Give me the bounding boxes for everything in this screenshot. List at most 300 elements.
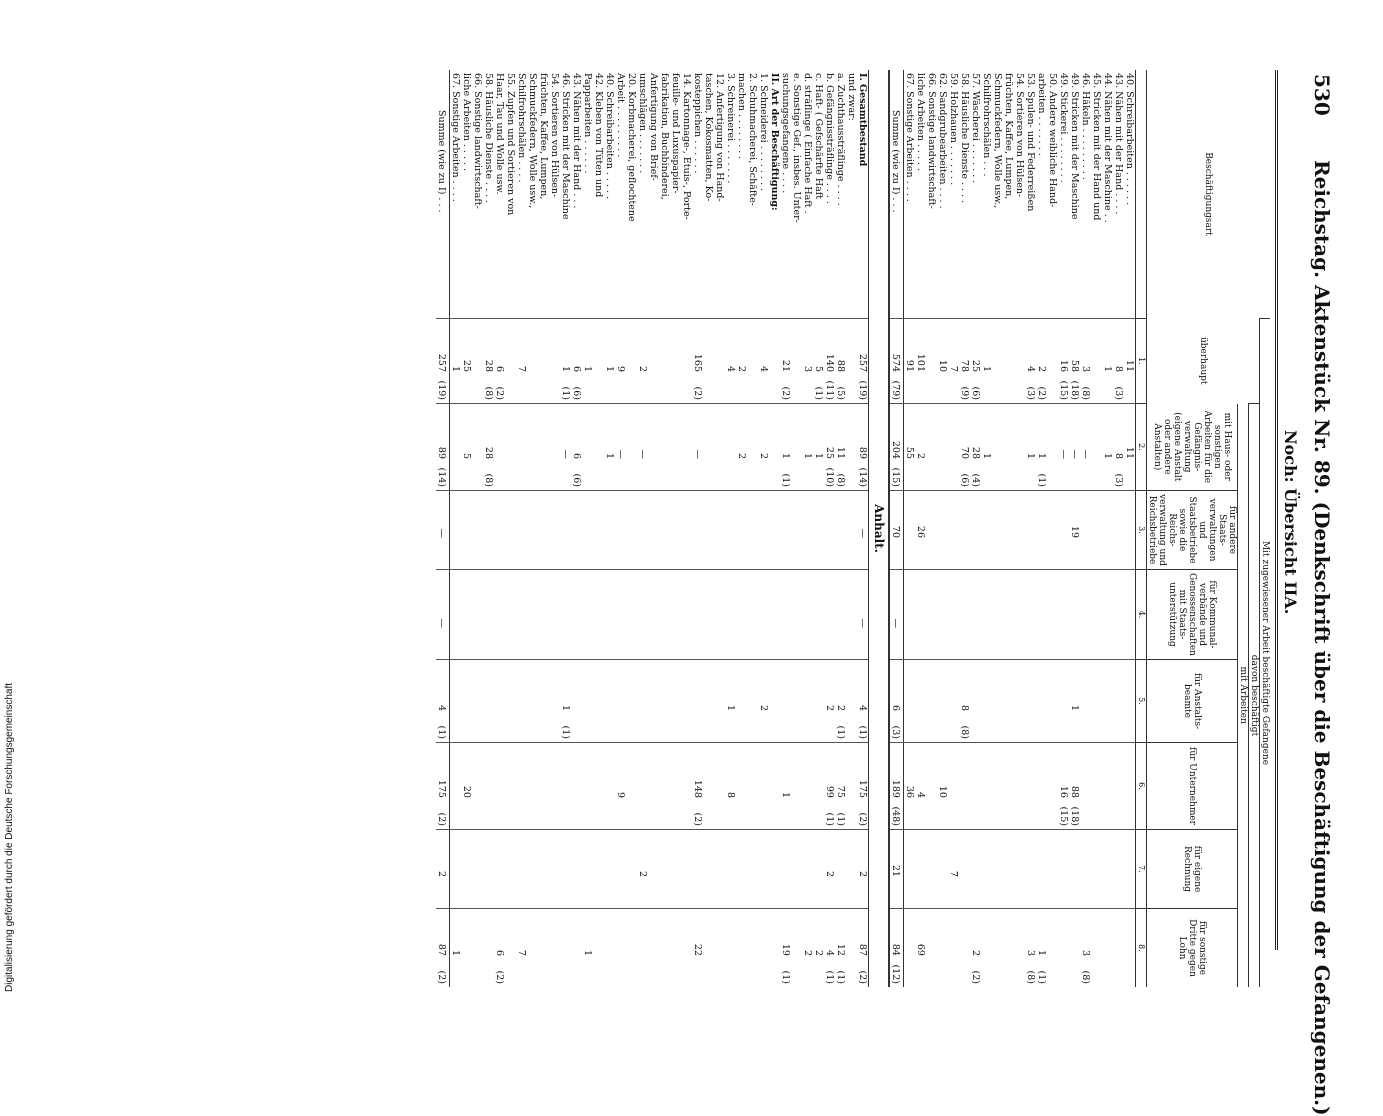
cell-col-2: [889, 404, 904, 491]
cell-col-8: [926, 908, 937, 987]
cell-col-4: [659, 570, 670, 660]
cell-col-8: [714, 908, 725, 987]
row-label: I. Gesamtbestand: [857, 73, 868, 167]
cell-col-4: [714, 570, 725, 660]
cell-col-8: [813, 908, 824, 987]
cell-value: 3: [1080, 365, 1091, 372]
cell-col-6: [648, 742, 659, 829]
cell-col-5: [1091, 659, 1102, 742]
cell-col-1: [937, 319, 948, 404]
cell-col-7: [948, 829, 959, 908]
cell-female-count: (2): [1036, 386, 1047, 400]
cell-female-count: (6): [970, 386, 981, 400]
cell-col-2: [670, 404, 681, 491]
cell-col-8: [747, 908, 758, 987]
cell-col-4: [516, 570, 527, 660]
cell-col-5: [472, 659, 483, 742]
cell-col-8: [948, 908, 959, 987]
cell-col-7: [549, 829, 560, 908]
cell-col-8: [516, 908, 527, 987]
cell-col-8: [538, 908, 549, 987]
cell-col-3: [494, 491, 505, 570]
table-row: [1036, 70, 1047, 987]
cell-col-5: [1036, 659, 1047, 742]
cell-col-1: [1113, 319, 1124, 404]
cell-col-7: [904, 829, 916, 908]
cell-value: 10: [937, 359, 948, 372]
cell-col-2: [648, 404, 659, 491]
cell-col-7: [747, 829, 758, 908]
cell-col-6: [926, 742, 937, 829]
cell-col-4: [780, 570, 791, 660]
cell-female-count: (8): [1025, 970, 1036, 984]
cell-value: 2: [637, 365, 648, 372]
cell-value: 148: [692, 779, 703, 798]
cell-col-3: [791, 491, 802, 570]
cell-value: 4: [857, 704, 868, 711]
cell-value: 1: [450, 365, 461, 372]
cell-female-count: (2): [857, 812, 868, 826]
cell-col-5: [714, 659, 725, 742]
cell-col-2: [593, 404, 604, 491]
cell-value: 4: [1025, 365, 1036, 372]
cell-col-5: [436, 659, 450, 742]
cell-col-2: [835, 404, 846, 491]
table-row: [1003, 70, 1014, 987]
cell-col-3: [904, 491, 916, 570]
cell-col-1: [1036, 319, 1047, 404]
cell-col-2: [959, 404, 970, 491]
cell-col-6: [915, 742, 926, 829]
cell-col-2: [780, 404, 791, 491]
cell-col-5: [992, 659, 1003, 742]
cell-col-6: [1047, 742, 1058, 829]
table-row: [615, 70, 626, 987]
cell-col-5: [1124, 659, 1136, 742]
cell-value: —: [560, 449, 571, 459]
cell-col-2: [769, 404, 780, 491]
cell-col-1: [1069, 319, 1080, 404]
cell-col-1: [1003, 319, 1014, 404]
cell-col-2: [1025, 404, 1036, 491]
cell-value: 70: [959, 446, 970, 459]
cell-col-4: [981, 570, 992, 660]
cell-female-count: (2): [780, 386, 791, 400]
cell-col-3: [670, 491, 681, 570]
row-label: früchten, Kaffee, Lumpen,: [538, 73, 549, 200]
cell-value: 28: [483, 446, 494, 459]
cell-value: 6: [890, 704, 901, 711]
cell-col-1: [846, 319, 857, 404]
cell-col-7: [780, 829, 791, 908]
cell-col-1: [681, 319, 692, 404]
cell-col-3: [703, 491, 714, 570]
row-label: 46. Stricken mit der Maschine: [560, 73, 571, 220]
cell-col-5: [494, 659, 505, 742]
cell-col-4: [692, 570, 703, 660]
cell-col-4: [1058, 570, 1069, 660]
cell-col-8: [1069, 908, 1080, 987]
cell-value: 69: [915, 943, 926, 956]
cell-col-5: [970, 659, 981, 742]
cell-col-7: [736, 829, 747, 908]
cell-value: 7: [516, 365, 527, 372]
row-label: und zwar:: [846, 73, 857, 121]
cell-col-4: [670, 570, 681, 660]
cell-col-2: [549, 404, 560, 491]
cell-col-3: [889, 491, 904, 570]
cell-value: 26: [915, 525, 926, 538]
cell-col-3: [959, 491, 970, 570]
table-row: [1014, 70, 1025, 987]
cell-female-count: (19): [857, 380, 868, 400]
cell-col-3: [1113, 491, 1124, 570]
cell-col-8: [703, 908, 714, 987]
cell-female-count: (11): [824, 380, 835, 400]
cell-col-2: [857, 404, 869, 491]
table-row: [824, 70, 835, 987]
cell-col-4: [549, 570, 560, 660]
cell-female-count: (1): [436, 725, 447, 739]
cell-value: 2: [915, 452, 926, 459]
cell-col-6: [758, 742, 769, 829]
cell-col-5: [802, 659, 813, 742]
row-label: 49. Stricken mit der Maschine: [1069, 73, 1080, 220]
cell-col-3: [648, 491, 659, 570]
cell-col-8: [560, 908, 571, 987]
cell-col-1: [505, 319, 516, 404]
cell-col-7: [637, 829, 648, 908]
cell-col-2: [1036, 404, 1047, 491]
cell-value: 1: [802, 452, 813, 459]
cell-value: 1: [604, 365, 615, 372]
cell-female-count: (1): [780, 970, 791, 984]
cell-col-3: [593, 491, 604, 570]
cell-col-1: [538, 319, 549, 404]
cell-col-6: [637, 742, 648, 829]
cell-col-4: [1080, 570, 1091, 660]
cell-value: 89: [436, 446, 447, 459]
cell-value: —: [890, 618, 901, 628]
cell-col-6: [1124, 742, 1136, 829]
cell-col-4: [992, 570, 1003, 660]
table-row: [926, 70, 937, 987]
row-label: 12. Anfertigung von Hand-: [714, 73, 725, 202]
cell-col-2: [703, 404, 714, 491]
cell-col-3: [1003, 491, 1014, 570]
cell-col-5: [483, 659, 494, 742]
cell-col-8: [802, 908, 813, 987]
cell-col-8: [593, 908, 604, 987]
cell-col-1: [981, 319, 992, 404]
col-num-1: 1.: [1136, 319, 1147, 404]
cell-col-7: [992, 829, 1003, 908]
row-label: 45. Stricken mit der Hand und: [1091, 73, 1102, 221]
cell-value: 16: [1058, 359, 1069, 372]
cell-col-1: [436, 319, 450, 404]
cell-col-1: [472, 319, 483, 404]
col-header-4: für Kommunal-verbände und Genossenschaften mit Staats-unterstützung: [1147, 570, 1238, 660]
cell-col-3: [505, 491, 516, 570]
row-label: taschen, Kokosmatten, Ko-: [703, 73, 714, 202]
cell-col-1: [527, 319, 538, 404]
cell-value: 7: [516, 949, 527, 956]
cell-col-8: [494, 908, 505, 987]
cell-female-count: (18): [1069, 380, 1080, 400]
cell-value: 4: [758, 365, 769, 372]
cell-col-7: [436, 829, 450, 908]
cell-col-3: [1080, 491, 1091, 570]
cell-col-1: [1080, 319, 1091, 404]
cell-col-2: [527, 404, 538, 491]
cell-col-6: [604, 742, 615, 829]
row-label: 40. Schreibarbeiten . . . . . .: [1124, 73, 1135, 206]
cell-col-5: [582, 659, 593, 742]
cell-col-6: [582, 742, 593, 829]
cell-col-2: [747, 404, 758, 491]
cell-value: 9: [615, 365, 626, 372]
row-label: 53. Spulen- und Federreißen: [1025, 73, 1036, 212]
page-header: [1300, 30, 1340, 1116]
table-row: [505, 70, 516, 987]
cell-value: 2: [970, 949, 981, 956]
table-row: [813, 70, 824, 987]
cell-col-4: [937, 570, 948, 660]
cell-col-2: [505, 404, 516, 491]
cell-col-5: [736, 659, 747, 742]
cell-value: 70: [890, 525, 901, 538]
cell-col-5: [637, 659, 648, 742]
table-row: [937, 70, 948, 987]
cell-col-5: [725, 659, 736, 742]
cell-col-4: [970, 570, 981, 660]
cell-female-count: (6): [571, 473, 582, 487]
section-header-row: [869, 70, 890, 987]
cell-col-5: [1025, 659, 1036, 742]
table-row: [483, 70, 494, 987]
cell-value: 11: [1124, 359, 1135, 372]
table-row: [670, 70, 681, 987]
cell-value: 36: [904, 785, 915, 798]
cell-col-3: [1102, 491, 1113, 570]
cell-value: 1: [560, 365, 571, 372]
row-label: früchten, Kaffee, Lumpen,: [1003, 73, 1014, 200]
cell-female-count: (1): [813, 386, 824, 400]
row-label: Schilfrohrschälen . . .: [981, 73, 992, 177]
cell-col-6: [692, 742, 703, 829]
cell-col-3: [659, 491, 670, 570]
cell-col-1: [725, 319, 736, 404]
cell-value: 89: [857, 446, 868, 459]
cell-col-5: [450, 659, 462, 742]
cell-col-7: [1003, 829, 1014, 908]
cell-col-3: [692, 491, 703, 570]
cell-col-2: [659, 404, 670, 491]
cell-col-8: [1036, 908, 1047, 987]
cell-col-7: [1025, 829, 1036, 908]
cell-col-1: [791, 319, 802, 404]
cell-col-3: [461, 491, 472, 570]
cell-col-6: [659, 742, 670, 829]
table-row: [659, 70, 670, 987]
cell-col-6: [1036, 742, 1047, 829]
cell-col-1: [604, 319, 615, 404]
cell-col-4: [791, 570, 802, 660]
cell-col-3: [472, 491, 483, 570]
cell-value: 5: [461, 452, 472, 459]
row-label: 49. Stickerei . . . . . . . .: [1058, 73, 1069, 183]
cell-female-count: (6): [571, 386, 582, 400]
cell-value: 1: [780, 452, 791, 459]
cell-female-count: (8): [483, 473, 494, 487]
table-row: [626, 70, 637, 987]
row-label: Summe (wie zu I) . . .: [436, 70, 450, 319]
cell-value: 1: [1036, 949, 1047, 956]
cell-col-4: [637, 570, 648, 660]
cell-col-1: [648, 319, 659, 404]
col-header-8: für sonstige Dritte gegen Lohn: [1147, 908, 1238, 987]
cell-value: 1: [1025, 452, 1036, 459]
cell-col-8: [1102, 908, 1113, 987]
cell-col-3: [846, 491, 857, 570]
cell-col-6: [1080, 742, 1091, 829]
cell-col-3: [992, 491, 1003, 570]
cell-value: 7: [948, 365, 959, 372]
cell-female-count: (1): [560, 386, 571, 400]
cell-value: 20: [461, 785, 472, 798]
table-row: [791, 70, 802, 987]
cell-female-count: (14): [857, 467, 868, 487]
cell-col-6: [615, 742, 626, 829]
cell-col-3: [824, 491, 835, 570]
cell-value: 75: [835, 785, 846, 798]
cell-value: 1: [450, 949, 461, 956]
cell-col-6: [780, 742, 791, 829]
row-label: 58. Häusliche Dienste . . . .: [959, 73, 970, 204]
cell-female-count: (8): [959, 725, 970, 739]
cell-col-2: [1003, 404, 1014, 491]
cell-col-4: [1047, 570, 1058, 660]
cell-col-5: [904, 659, 916, 742]
table-subtitle: Noch: Übersicht IIA.: [1281, 430, 1300, 615]
cell-col-6: [725, 742, 736, 829]
cell-col-1: [747, 319, 758, 404]
cell-col-6: [571, 742, 582, 829]
table-row: [1058, 70, 1069, 987]
cell-col-4: [538, 570, 549, 660]
table-row: [736, 70, 747, 987]
cell-col-2: [791, 404, 802, 491]
cell-col-7: [670, 829, 681, 908]
cell-col-7: [505, 829, 516, 908]
cell-col-7: [802, 829, 813, 908]
cell-value: 2: [736, 452, 747, 459]
cell-col-7: [1080, 829, 1091, 908]
col-num-2: 2.: [1136, 404, 1147, 491]
cell-female-count: (2): [857, 970, 868, 984]
cell-col-8: [1124, 908, 1136, 987]
cell-value: 175: [857, 779, 868, 798]
cell-col-5: [1080, 659, 1091, 742]
cell-female-count: (1): [835, 725, 846, 739]
cell-col-4: [505, 570, 516, 660]
cell-col-2: [461, 404, 472, 491]
row-label: liche Arbeiten . . . . .: [461, 73, 472, 172]
cell-col-8: [846, 908, 857, 987]
cell-female-count: (1): [560, 725, 571, 739]
cell-col-4: [1036, 570, 1047, 660]
cell-col-7: [461, 829, 472, 908]
cell-col-8: [472, 908, 483, 987]
cell-col-5: [758, 659, 769, 742]
cell-col-2: [626, 404, 637, 491]
cell-value: 1: [780, 791, 791, 798]
cell-value: —: [1080, 449, 1091, 459]
cell-col-1: [615, 319, 626, 404]
cell-value: 1: [981, 365, 992, 372]
cell-col-6: [681, 742, 692, 829]
cell-value: 574: [890, 353, 901, 372]
section-title: Anhalt.: [869, 70, 890, 987]
table-row: [560, 70, 571, 987]
row-label: arbeiten . . . . . . .: [1036, 73, 1047, 156]
cell-value: 19: [780, 943, 791, 956]
cell-col-5: [670, 659, 681, 742]
row-label: 62. Sandgrubearbeiten . . . .: [937, 73, 948, 209]
cell-col-2: [450, 404, 462, 491]
cell-col-6: [937, 742, 948, 829]
cell-col-4: [915, 570, 926, 660]
cell-col-8: [626, 908, 637, 987]
cell-value: 78: [959, 359, 970, 372]
cell-col-8: [959, 908, 970, 987]
cell-col-6: [560, 742, 571, 829]
cell-col-5: [1113, 659, 1124, 742]
cell-col-6: [904, 742, 916, 829]
col-num-6: 6.: [1136, 742, 1147, 829]
cell-col-2: [846, 404, 857, 491]
cell-col-1: [824, 319, 835, 404]
table-row: [959, 70, 970, 987]
cell-col-4: [846, 570, 857, 660]
cell-value: 91: [904, 359, 915, 372]
table-row: [692, 70, 703, 987]
cell-value: 6: [494, 949, 505, 956]
cell-col-1: [813, 319, 824, 404]
cell-value: 25: [970, 359, 981, 372]
cell-col-2: [992, 404, 1003, 491]
table-row: [516, 70, 527, 987]
cell-col-3: [1025, 491, 1036, 570]
cell-col-6: [1003, 742, 1014, 829]
cell-col-6: [769, 742, 780, 829]
col-header-5: für Anstalts-beamte: [1147, 659, 1238, 742]
table-row: [970, 70, 981, 987]
cell-col-4: [1014, 570, 1025, 660]
row-label: 58. Häusliche Dienste . . . .: [483, 73, 494, 204]
cell-col-1: [1014, 319, 1025, 404]
cell-col-2: [436, 404, 450, 491]
cell-col-6: [857, 742, 869, 829]
cell-value: 1: [1102, 452, 1113, 459]
cell-col-5: [937, 659, 948, 742]
cell-female-count: (12): [890, 964, 901, 984]
cell-col-3: [626, 491, 637, 570]
cell-col-6: [970, 742, 981, 829]
cell-col-4: [648, 570, 659, 660]
cell-col-4: [824, 570, 835, 660]
cell-col-7: [981, 829, 992, 908]
